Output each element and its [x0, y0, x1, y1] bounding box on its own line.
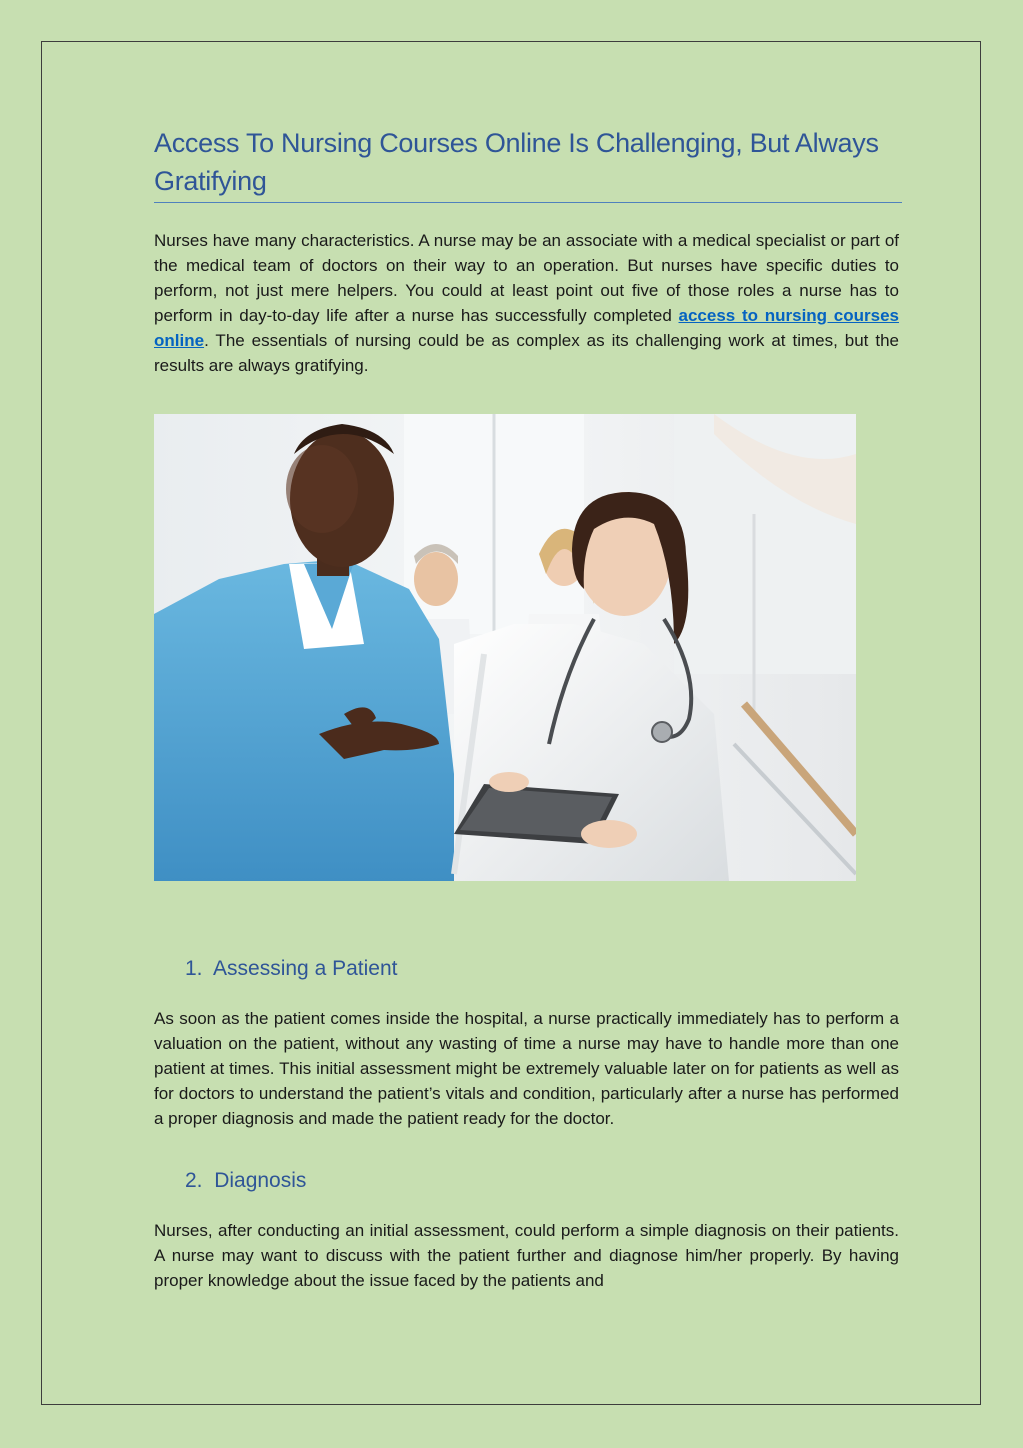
section-heading-assessing-patient	[154, 955, 899, 983]
page-title: Access To Nursing Courses Online Is Challenging, But Always Gratifying	[154, 124, 902, 203]
section-number: 1.	[185, 957, 203, 980]
section-paragraph-diagnosis: Nurses, after conducting an initial assessment, could perform a simple diagnosis on their patients. A nurse may want to discuss with the patient further and diagnose him/her properly. By having proper knowledge about the issue faced by the patients and	[154, 1221, 899, 1290]
section-paragraph-assessing-patient: As soon as the patient comes inside the hospital, a nurse practically immediately has to perform a valuation on the patient, without any wasting of time a nurse may have to handle more than one patient at times. This initial assessment might be extremely valuable later on for patients as well as for doctors to understand the patient’s vitals and condition, particularly after a nurse has performed a proper diagnosis and made the patient ready for the doctor.	[154, 1009, 899, 1128]
intro-text-after-link: . The essentials of nursing could be as complex as its challenging work at times, but the results are always gratifying.	[154, 331, 899, 375]
section-number: 2.	[185, 1169, 203, 1192]
section-title: Assessing a Patient	[213, 957, 398, 980]
section-heading-diagnosis	[154, 1167, 899, 1195]
nursing-courses-link[interactable]: access to nursing courses online	[154, 306, 899, 350]
intro-paragraph	[154, 228, 899, 378]
document-content	[154, 124, 899, 1293]
intro-text-before-link: Nurses have many characteristics. A nurse may be an associate with a medical specialist or part of the medical team of doctors on their way to an operation. But nurses have specific duties to perform, not just mere helpers. You could at least point out five of those roles a nurse has to perform in day-to-day life after a nurse has successfully completed	[154, 231, 899, 325]
nurses-photo	[154, 414, 856, 881]
section-title: Diagnosis	[214, 1169, 307, 1192]
